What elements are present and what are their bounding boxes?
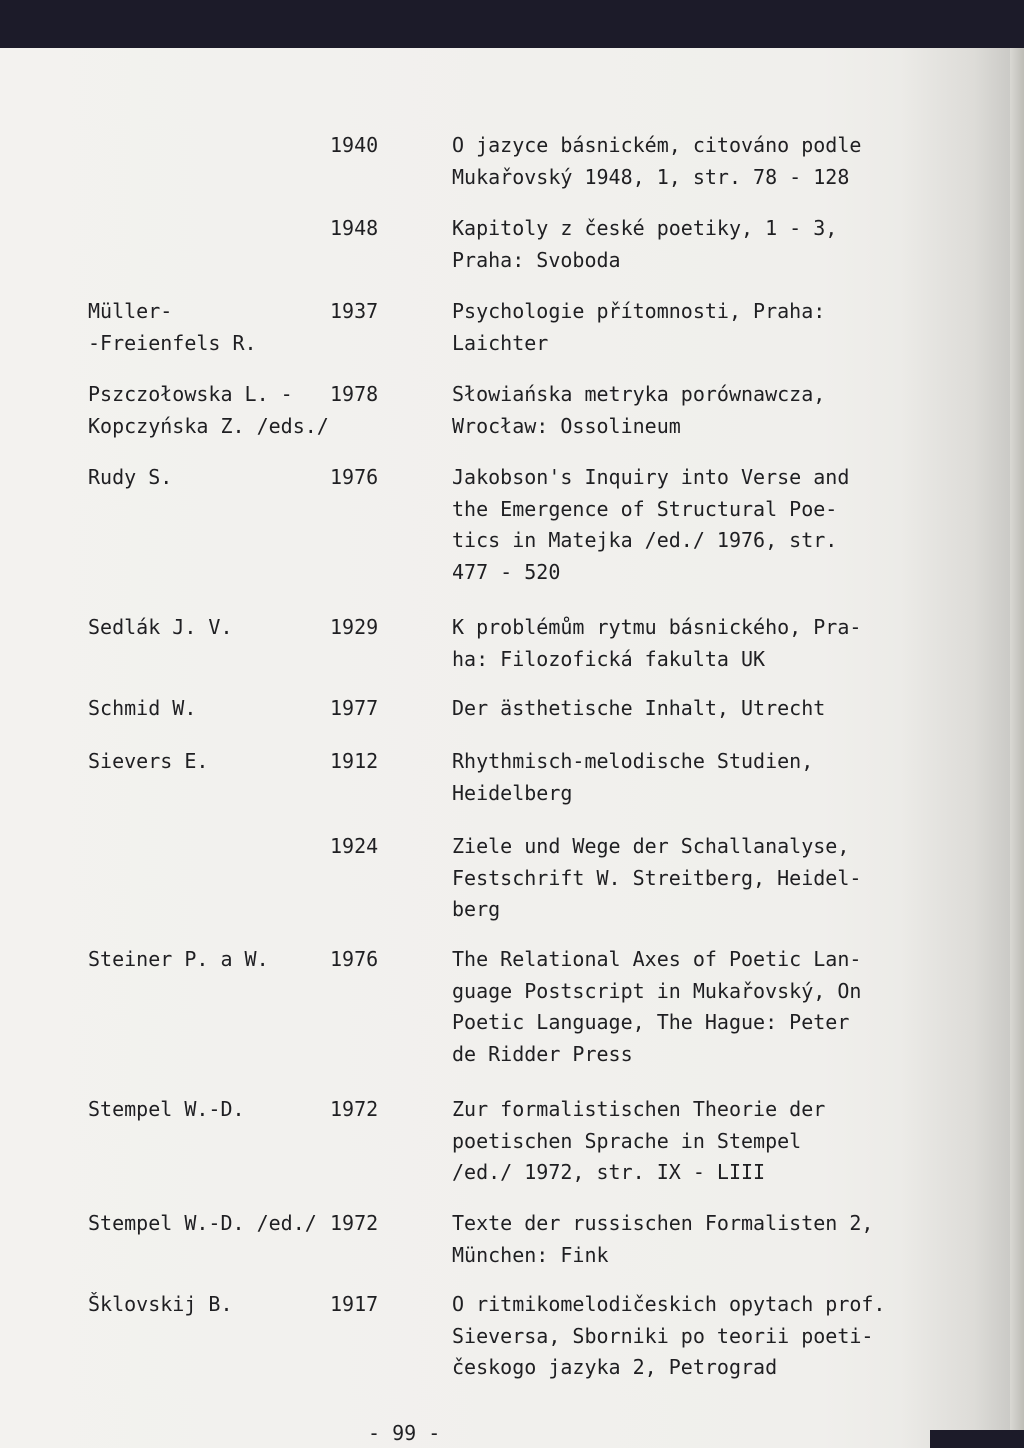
entry-year: 1940 [330, 133, 379, 157]
entry-title-line: ha: Filozofická fakulta UK [452, 646, 766, 671]
entry-year: 1976 [330, 947, 379, 971]
entry-author: Rudy S. [88, 465, 173, 489]
entry-year: 1912 [330, 749, 379, 773]
entry-title-line: Rhythmisch-melodische Studien, [452, 749, 814, 773]
entry-year: 1972 [330, 1211, 379, 1235]
entry-title-line: O ritmikomelodičeskich opytach prof. [452, 1292, 886, 1316]
entry-author: Šklovskij B. [88, 1292, 233, 1316]
page-number: - 99 - [368, 1421, 441, 1445]
entry-title-line: Wrocław: Ossolineum [452, 413, 681, 438]
entry-title-line: poetischen Sprache in Stempel [452, 1128, 802, 1153]
entry-year: 1924 [330, 834, 379, 858]
entry-title-line: München: Fink [452, 1242, 609, 1267]
entry-title-line: Der ästhetische Inhalt, Utrecht [452, 696, 826, 720]
entry-title-line: Jakobson's Inquiry into Verse and [452, 465, 850, 489]
entry-year: 1976 [330, 465, 379, 489]
entry-title-line: Psychologie přítomnosti, Praha: [452, 299, 826, 323]
entry-year: 1978 [330, 382, 379, 406]
entry-title-line: Laichter [452, 330, 549, 355]
scan-bottom-border [930, 1430, 1024, 1448]
entry-title-line: Festschrift W. Streitberg, Heidel- [452, 865, 862, 890]
entry-author: Sedlák J. V. [88, 615, 233, 639]
entry-author: -Freienfels R. [88, 330, 257, 355]
entry-title-line: Sieversa, Sborniki po teorii poeti- [452, 1323, 874, 1348]
entry-author: Schmid W. [88, 696, 197, 720]
entry-author: Kopczyńska Z. /eds./ [88, 413, 329, 438]
entry-author: Müller- [88, 299, 173, 323]
entry-author: Sievers E. [88, 749, 209, 773]
entry-title-line: The Relational Axes of Poetic Lan- [452, 947, 862, 971]
entry-title-line: O jazyce básnickém, citováno podle [452, 133, 862, 157]
entry-author: Steiner P. a W. [88, 947, 269, 971]
entry-year: 1937 [330, 299, 379, 323]
entry-title-line: Ziele und Wege der Schallanalyse, [452, 834, 850, 858]
entry-title-line: 477 - 520 [452, 559, 561, 584]
entry-title-line: tics in Matejka /ed./ 1976, str. [452, 528, 838, 552]
entry-title-line: Kapitoly z české poetiky, 1 - 3, [452, 216, 838, 240]
entry-year: 1917 [330, 1292, 379, 1316]
entry-title-line: Heidelberg [452, 780, 573, 805]
entry-year: 1929 [330, 615, 379, 639]
page-right-edge [1010, 48, 1024, 1448]
entry-title-line: de Ridder Press [452, 1041, 633, 1066]
entry-title-line: /ed./ 1972, str. IX - LIII [452, 1160, 766, 1184]
entry-title-line: the Emergence of Structural Poe- [452, 496, 838, 521]
entry-title-line: Poetic Language, The Hague: Peter [452, 1010, 850, 1034]
entry-title-line: Texte der russischen Formalisten 2, [452, 1211, 874, 1235]
entry-title-line: Praha: Svoboda [452, 247, 621, 272]
page-edge-shadow [900, 48, 1024, 1448]
entry-author: Pszczołowska L. - [88, 382, 293, 406]
entry-year: 1977 [330, 696, 379, 720]
entry-title-line: guage Postscript in Mukařovský, On [452, 978, 862, 1003]
entry-author: Stempel W.-D. [88, 1097, 245, 1121]
entry-author: Stempel W.-D. /ed./ [88, 1211, 317, 1235]
entry-title-line: K problémům rytmu básnického, Pra- [452, 615, 862, 639]
entry-year: 1972 [330, 1097, 379, 1121]
entry-title-line: Mukařovský 1948, 1, str. 78 - 128 [452, 164, 850, 189]
entry-title-line: českogo jazyka 2, Petrograd [452, 1355, 778, 1379]
scan-top-border [0, 0, 1024, 48]
entry-title-line: berg [452, 897, 501, 921]
entry-title-line: Zur formalistischen Theorie der [452, 1097, 826, 1121]
entry-title-line: Słowiańska metryka porównawcza, [452, 382, 826, 406]
entry-year: 1948 [330, 216, 379, 240]
